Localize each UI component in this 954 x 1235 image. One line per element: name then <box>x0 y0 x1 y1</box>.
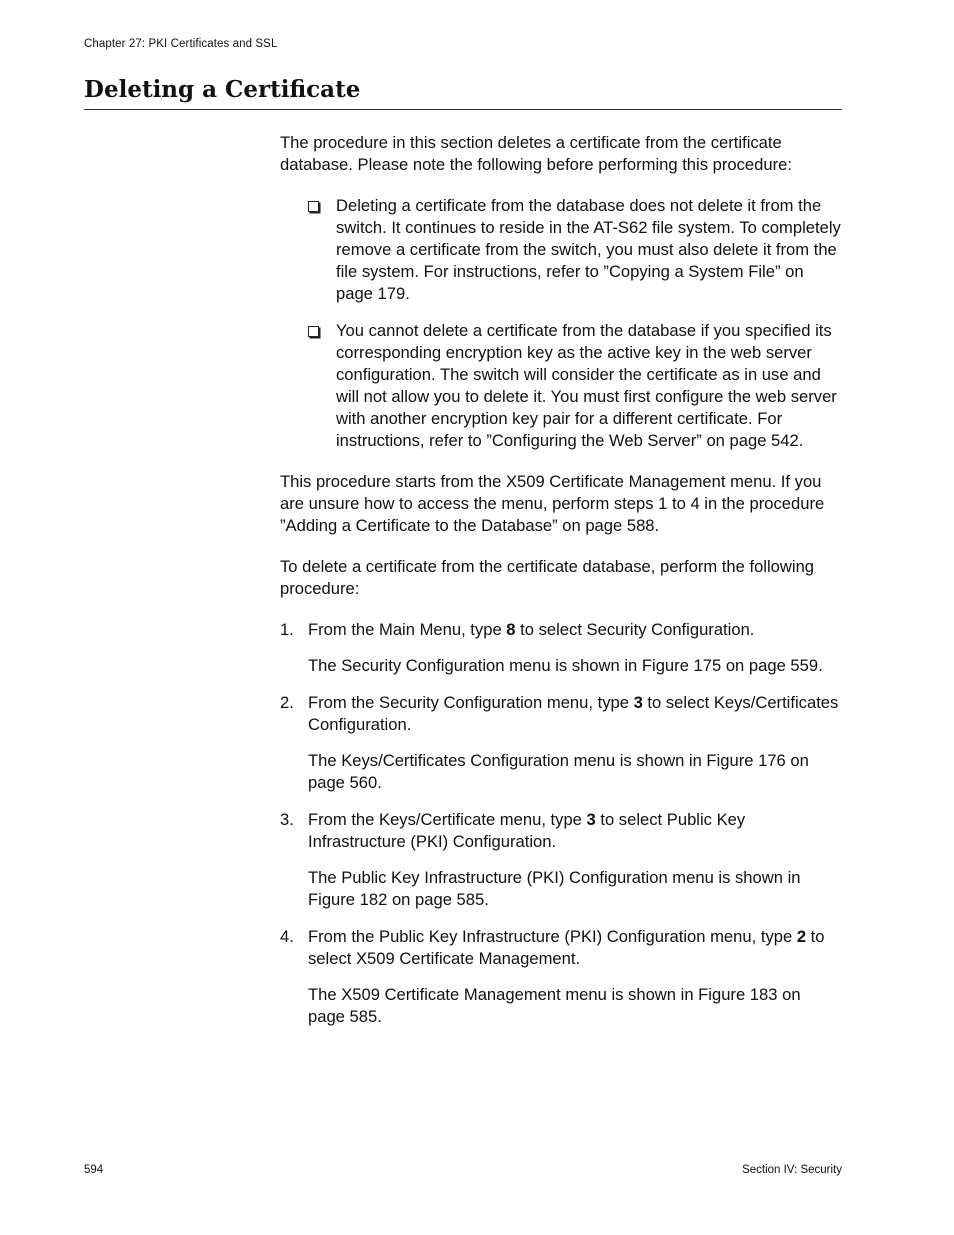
step-note: The Security Configuration menu is shown in Figure 175 on page 559. <box>308 656 823 675</box>
body-column <box>280 132 842 1043</box>
bullet-text: Deleting a certificate from the database does not delete it from the switch. It continues to reside in the AT-S62 file system. To completely remove a certificate from the switch, you must also delete it from the file system. For instructions, refer to ”Copying a System File” on page 179. <box>336 196 841 303</box>
step-key: 2 <box>796 927 807 946</box>
step-text: From the Public Key Infrastructure (PKI) Configuration menu, type <box>308 927 797 946</box>
title-rule <box>84 109 842 110</box>
step-key: 3 <box>633 693 643 712</box>
running-head: Chapter 27: PKI Certificates and SSL <box>84 38 278 50</box>
procedure-intro: To delete a certificate from the certificate database, perform the following procedure: <box>280 557 815 598</box>
step-number: 3. <box>280 810 294 829</box>
checkbox-bullet-icon <box>308 201 319 212</box>
step-text: From the Main Menu, type <box>308 620 507 639</box>
step-text: From the Security Configuration menu, type <box>308 693 634 712</box>
step-item <box>280 809 842 911</box>
section-label: Section IV: Security <box>742 1164 842 1176</box>
checkbox-bullet-icon <box>308 326 319 337</box>
intro-paragraph: The procedure in this section deletes a certificate from the certificate database. Please note the following before performing this procedure: <box>280 133 792 174</box>
bullet-text: You cannot delete a certificate from the database if you specified its corresponding encryption key as the active key in the web server configuration. The switch will consider the certificate as in use and will not allow you to delete it. You must first configure the web server with another encryption key pair for a different certificate. For instructions, refer to ”Configuring the Web Server” on page 542. <box>336 321 837 450</box>
list-item <box>280 320 842 452</box>
procedure-steps <box>280 619 842 1028</box>
step-note: The Keys/Certificates Configuration menu is shown in Figure 176 on page 560. <box>308 751 809 792</box>
step-text: to select Security Configuration. <box>515 620 755 639</box>
step-note: The X509 Certificate Management menu is shown in Figure 183 on page 585. <box>308 985 801 1026</box>
step-text: From the Keys/Certificate menu, type <box>308 810 587 829</box>
step-instruction <box>308 809 842 853</box>
step-instruction <box>308 926 842 970</box>
step-instruction <box>308 692 842 736</box>
step-item <box>280 692 842 794</box>
step-text: to select X509 Certificate Management. <box>308 927 825 968</box>
step-instruction <box>308 619 842 641</box>
step-item <box>280 619 842 677</box>
step-text: to select Keys/Certificates Configuration. <box>308 693 839 734</box>
list-item <box>280 195 842 305</box>
start-paragraph: This procedure starts from the X509 Certificate Management menu. If you are unsure how to access the menu, perform steps 1 to 4 in the procedure ”Adding a Certificate to the Database” on page 588. <box>280 472 825 535</box>
step-item <box>280 926 842 1028</box>
step-number: 1. <box>280 620 294 639</box>
step-note: The Public Key Infrastructure (PKI) Configuration menu is shown in Figure 182 on page 585. <box>308 868 801 909</box>
step-number: 2. <box>280 693 294 712</box>
page-number: 594 <box>84 1164 104 1176</box>
step-text: to select Public Key Infrastructure (PKI) Configuration. <box>308 810 746 851</box>
notes-list <box>280 195 842 452</box>
step-key: 3 <box>586 810 596 829</box>
step-key: 8 <box>506 620 516 639</box>
step-number: 4. <box>280 927 294 946</box>
page-title: Deleting a Certificate <box>84 76 361 103</box>
